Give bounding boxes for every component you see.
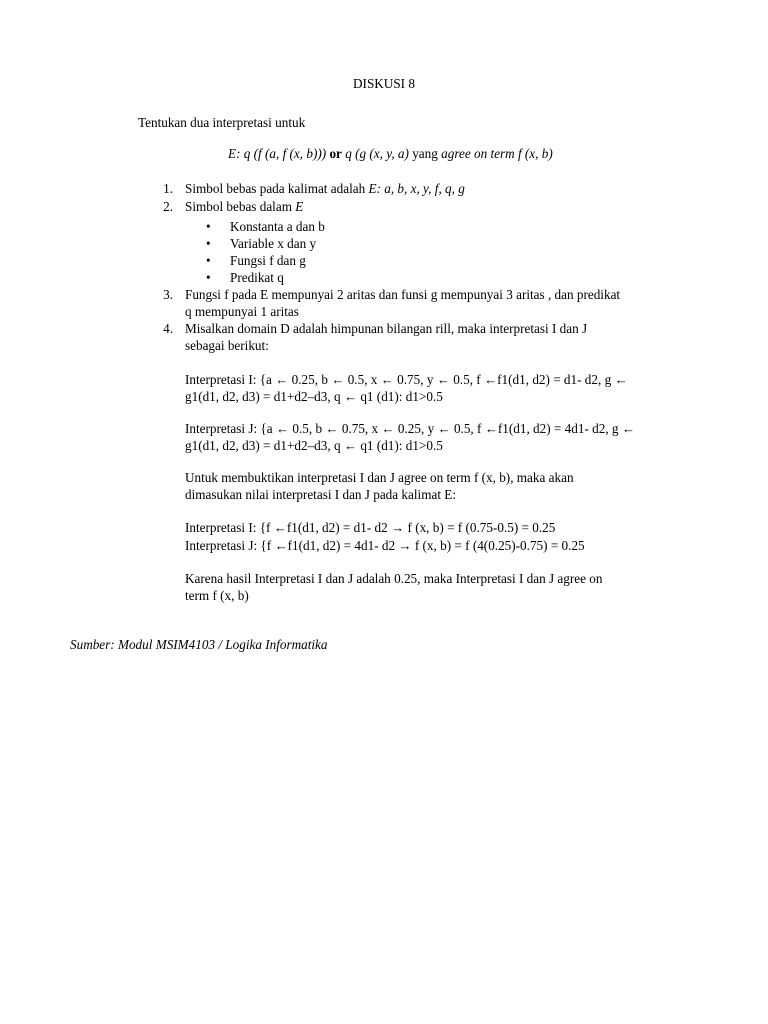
page-title: DISKUSI 8 bbox=[353, 76, 415, 91]
proof-line: Untuk membuktikan interpretasi I dan J agree on term f (x, b), maka akan bbox=[185, 470, 574, 485]
item-number: 1. bbox=[163, 181, 173, 196]
interpretation-j-line: g1(d1, d2, d3) = d1+d2–d3, q ← q1 (d1): d1>0.5 bbox=[185, 438, 443, 453]
bullet-icon: • bbox=[206, 219, 211, 234]
proof-line: dimasukan nilai interpretasi I dan J pada kalimat E: bbox=[185, 487, 456, 502]
formula-part3: f (x, b) bbox=[514, 146, 553, 161]
conclusion-line: Karena hasil Interpretasi I dan J adalah 0.25, maka Interpretasi I dan J agree on bbox=[185, 571, 603, 586]
item-text-e: E bbox=[368, 181, 377, 196]
formula-or: or bbox=[329, 146, 342, 161]
interpretation-i-line: g1(d1, d2, d3) = d1+d2–d3, q ← q1 (d1): d1>0.5 bbox=[185, 389, 443, 404]
conclusion-line: term f (x, b) bbox=[185, 588, 249, 603]
item-number: 3. bbox=[163, 287, 173, 302]
calc-j: Interpretasi J: {f ←f1(d1, d2) = 4d1- d2 → f (x, b) = f (4(0.25)-0.75) = 0.25 bbox=[185, 538, 585, 553]
list-item-line: Misalkan domain D adalah himpunan bilangan rill, maka interpretasi I dan J bbox=[185, 321, 588, 336]
bullet-icon: • bbox=[206, 270, 211, 285]
formula-yang: yang bbox=[408, 146, 442, 161]
list-item bbox=[185, 181, 465, 197]
formula-e: E bbox=[228, 146, 237, 161]
list-item bbox=[185, 199, 303, 215]
bullet-item: Variable x dan y bbox=[230, 236, 317, 251]
bullet-item: Predikat q bbox=[230, 270, 284, 285]
item-number: 2. bbox=[163, 199, 173, 214]
bullet-item: Fungsi f dan g bbox=[230, 253, 306, 268]
calc-i: Interpretasi I: {f ←f1(d1, d2) = d1- d2 → f (x, b) = f (0.75-0.5) = 0.25 bbox=[185, 520, 556, 535]
list-item-line: sebagai berikut: bbox=[185, 338, 269, 353]
interpretation-j-line: Interpretasi J: {a ← 0.5, b ← 0.75, x ← 0.25, y ← 0.5, f ←f1(d1, d2) = 4d1- d2, g ← bbox=[185, 421, 635, 436]
item-text-e: E bbox=[295, 199, 304, 214]
formula-part2: q (g (x, y, a) bbox=[341, 146, 409, 161]
item-text: Simbol bebas dalam bbox=[185, 199, 296, 214]
list-item-line: q mempunyai 1 aritas bbox=[185, 304, 299, 319]
bullet-item: Konstanta a dan b bbox=[230, 219, 325, 234]
intro-text: Tentukan dua interpretasi untuk bbox=[138, 115, 306, 130]
source-citation: Sumber: Modul MSIM4103 / Logika Informatika bbox=[70, 637, 328, 652]
bullet-icon: • bbox=[206, 253, 211, 268]
formula bbox=[228, 146, 553, 162]
formula-agree: agree on term bbox=[441, 146, 515, 161]
list-item-line: Fungsi f pada E mempunyai 2 aritas dan funsi g mempunyai 3 aritas , dan predikat bbox=[185, 287, 621, 302]
formula-part1: : q (f (a, f (x, b))) bbox=[236, 146, 330, 161]
item-number: 4. bbox=[163, 321, 173, 336]
item-symbols: : a, b, x, y, f, q, g bbox=[376, 181, 465, 196]
item-text: Simbol bebas pada kalimat adalah bbox=[185, 181, 369, 196]
bullet-icon: • bbox=[206, 236, 211, 251]
interpretation-i-line: Interpretasi I: {a ← 0.25, b ← 0.5, x ← 0.75, y ← 0.5, f ←f1(d1, d2) = d1- d2, g ← bbox=[185, 372, 628, 387]
